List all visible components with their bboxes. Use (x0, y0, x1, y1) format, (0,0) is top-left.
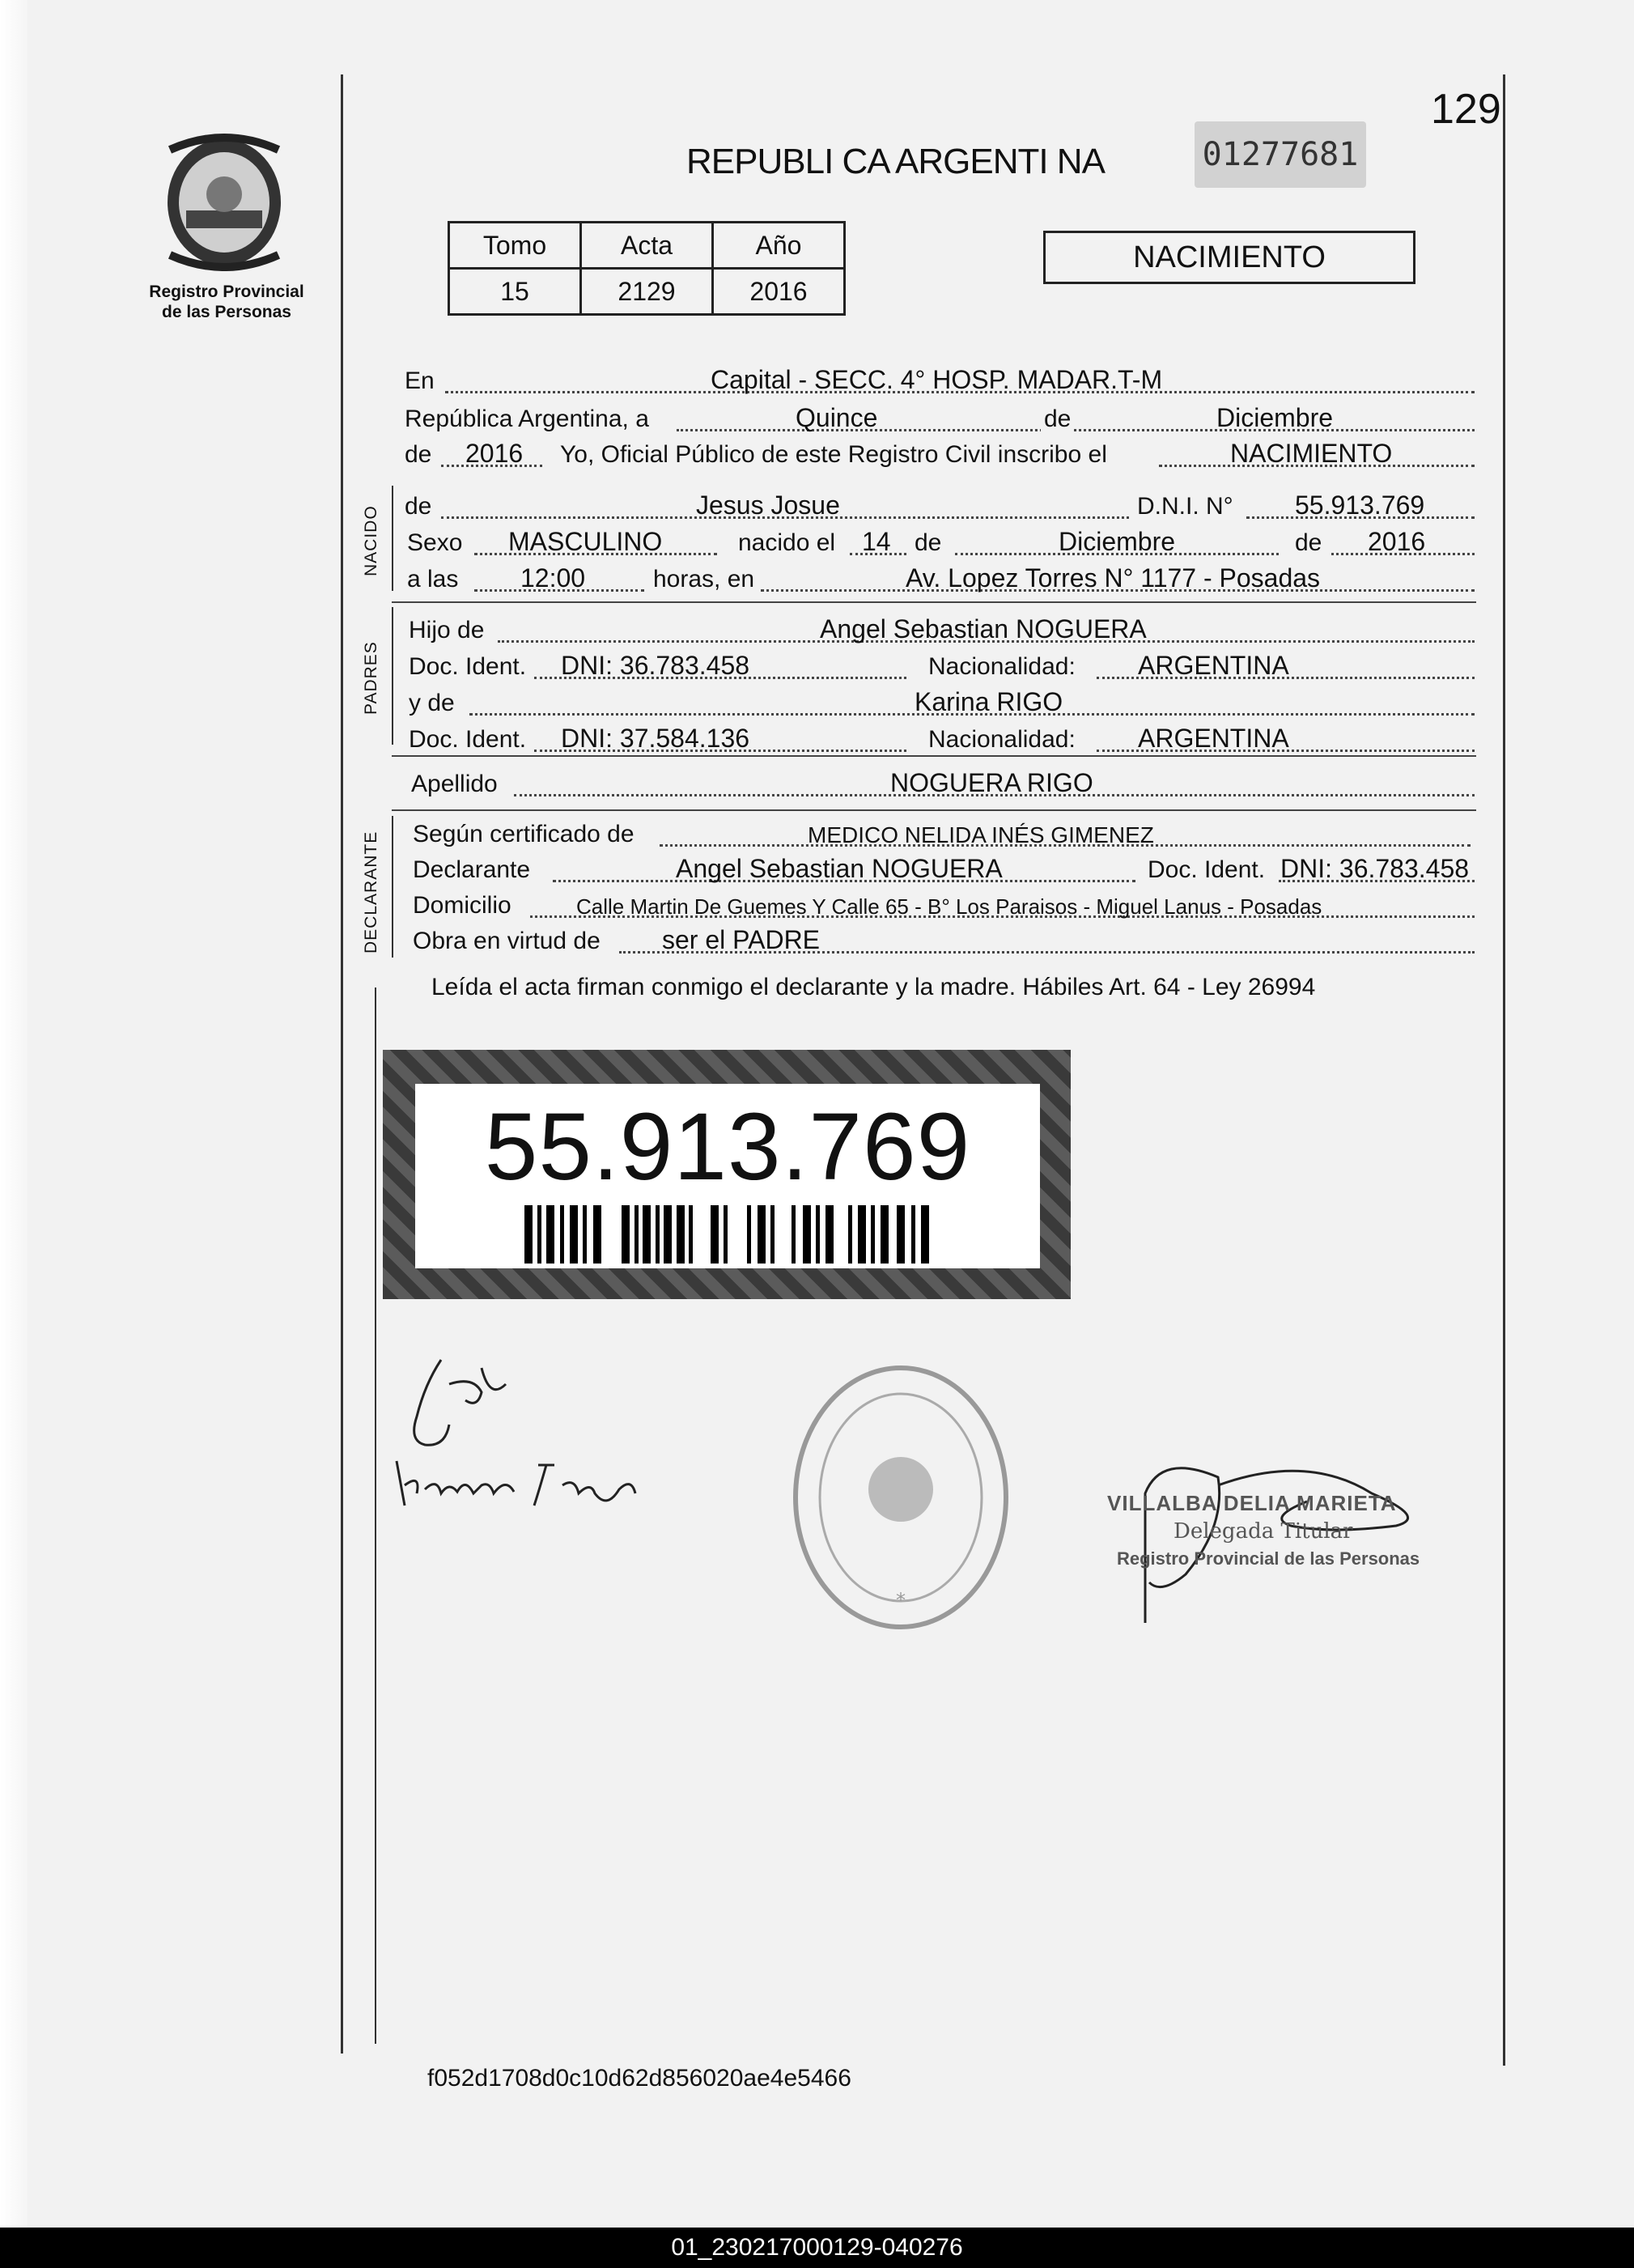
label-de: de (405, 493, 432, 520)
label-nacido-el: nacido el (738, 529, 836, 556)
label-doc-ident: Doc. Ident. (1148, 856, 1266, 883)
value-mother-nationality: ARGENTINA (1138, 724, 1289, 753)
closing-statement: Leída el acta firman conmigo el declarante y la madre. Hábiles Art. 64 - Ley 26994 (431, 974, 1316, 1000)
value-domicilio: Calle Martin De Guemes Y Calle 65 - B° Los Paraisos - Miguel Lanus - Posadas (576, 894, 1322, 919)
value-obra: ser el PADRE (662, 925, 821, 954)
value-day: Quince (796, 403, 878, 432)
section-label-padres: PADRES (362, 641, 380, 715)
label-yo: Yo, Oficial Público de este Registro Civil inscribo el (560, 441, 1107, 468)
value-birth-time: 12:00 (520, 563, 586, 592)
section-separator (392, 809, 1476, 811)
value-birth-month: Diciembre (1059, 527, 1176, 556)
officer-name: VILLALBA DELIA MARIETA (1107, 1491, 1397, 1515)
value-mother-doc: DNI: 37.584.136 (561, 724, 750, 753)
value-father-doc: DNI: 36.783.458 (561, 651, 750, 680)
label-nacionalidad: Nacionalidad: (928, 653, 1076, 680)
value-en: Capital - SECC. 4° HOSP. MADAR.T-M (711, 365, 1163, 394)
label-hijo-de: Hijo de (409, 617, 485, 643)
declarante-bracket (392, 816, 393, 958)
value-child-dni: 55.913.769 (1295, 491, 1425, 520)
dni-sticker (383, 1050, 1071, 1299)
country-heading: REPUBLI CA ARGENTI NA (686, 142, 1105, 181)
value-apellido: NOGUERA RIGO (890, 768, 1093, 797)
value-declarante-doc: DNI: 36.783.458 (1280, 854, 1470, 883)
line-y-de (405, 686, 1475, 722)
label-doc-ident: Doc. Ident. (409, 653, 527, 680)
label-horas-en: horas, en (653, 566, 755, 592)
value-tomo: 15 (449, 269, 581, 315)
line-mother-doc (405, 723, 1475, 758)
label-apellido: Apellido (411, 771, 498, 797)
line-nacido-sexo (405, 526, 1475, 562)
label-domicilio: Domicilio (413, 892, 511, 919)
line-nacido-name (405, 490, 1475, 525)
line-domicilio (405, 889, 1475, 924)
value-birth-year: 2016 (1368, 527, 1426, 556)
svg-text:*: * (896, 1589, 906, 1612)
nacido-bracket (392, 486, 393, 591)
line-hijo-de (405, 614, 1475, 649)
value-acta: 2129 (581, 269, 713, 315)
mother-signature (393, 1445, 643, 1518)
initials-signature (401, 1352, 514, 1457)
left-margin-line (341, 74, 343, 2054)
registry-caption-line2: de las Personas (162, 303, 291, 321)
value-act: NACIMIENTO (1230, 439, 1393, 468)
line-obra (405, 924, 1475, 960)
section-separator (392, 755, 1476, 757)
value-certificado: MEDICO NELIDA INÉS GIMENEZ (808, 822, 1154, 847)
section-label-nacido: NACIDO (362, 505, 380, 576)
line-yo (405, 438, 1475, 474)
province-seal-logo (154, 130, 295, 271)
header-ano: Año (713, 223, 845, 269)
line-en (405, 364, 1475, 400)
label-a-las: a las (407, 566, 459, 592)
line-father-doc (405, 650, 1475, 686)
line-certificado (405, 818, 1475, 853)
document-type-box: NACIMIENTO (1043, 231, 1415, 284)
header-acta: Acta (581, 223, 713, 269)
sticker-label (415, 1084, 1040, 1268)
label-de3: de (1295, 529, 1322, 556)
officer-title: Delegada Titular (1174, 1519, 1353, 1544)
line-apellido (405, 767, 1475, 803)
value-child-name: Jesus Josue (696, 491, 840, 520)
right-margin-line (1503, 74, 1505, 2066)
label-de2: de (915, 529, 942, 556)
sticker-number: 55.913.769 (484, 1094, 971, 1200)
label-y-de: y de (409, 690, 455, 716)
label-en: En (405, 367, 435, 394)
label-de: de (1041, 406, 1074, 433)
value-ano: 2016 (713, 269, 845, 315)
value-month: Diciembre (1216, 403, 1334, 432)
registry-caption-line1: Registro Provincial (149, 282, 304, 301)
official-stamp (787, 1360, 1014, 1635)
label-certificado: Según certificado de (413, 821, 635, 847)
value-father-nationality: ARGENTINA (1138, 651, 1289, 680)
line-declarante (405, 853, 1475, 889)
registry-caption (146, 282, 308, 322)
document-hash: f052d1708d0c10d62d856020ae4e5466 (427, 2065, 851, 2092)
inner-left-line (375, 987, 376, 2044)
value-mother-name: Karina RIGO (915, 687, 1063, 716)
value-year: 2016 (465, 439, 524, 468)
label-obra: Obra en virtud de (413, 928, 601, 954)
value-birth-day: 14 (862, 527, 891, 556)
value-sexo: MASCULINO (508, 527, 663, 556)
section-label-declarante: DECLARANTE (362, 830, 380, 953)
file-name-bar: 01_230217000129-040276 (0, 2228, 1634, 2268)
section-separator (392, 601, 1476, 603)
record-table (448, 221, 846, 316)
value-declarante: Angel Sebastian NOGUERA (676, 854, 1003, 883)
value-birth-place: Av. Lopez Torres N° 1177 - Posadas (906, 563, 1321, 592)
label-de2: de (405, 441, 432, 468)
header-tomo: Tomo (449, 223, 581, 269)
line-republica (405, 402, 1475, 438)
label-dni: D.N.I. N° (1137, 493, 1233, 520)
label-declarante: Declarante (413, 856, 531, 883)
serial-number: 01277681 (1195, 121, 1366, 188)
page-number: 129 (1431, 86, 1501, 133)
label-doc-ident: Doc. Ident. (409, 726, 527, 753)
label-nacionalidad: Nacionalidad: (928, 726, 1076, 753)
value-father-name: Angel Sebastian NOGUERA (820, 614, 1147, 643)
label-republica: República Argentina, a (405, 406, 649, 432)
line-nacido-hora (405, 563, 1475, 598)
padres-bracket (392, 607, 393, 745)
barcode-icon (524, 1205, 929, 1264)
label-sexo: Sexo (407, 529, 463, 556)
officer-organization: Registro Provincial de las Personas (1117, 1548, 1420, 1569)
